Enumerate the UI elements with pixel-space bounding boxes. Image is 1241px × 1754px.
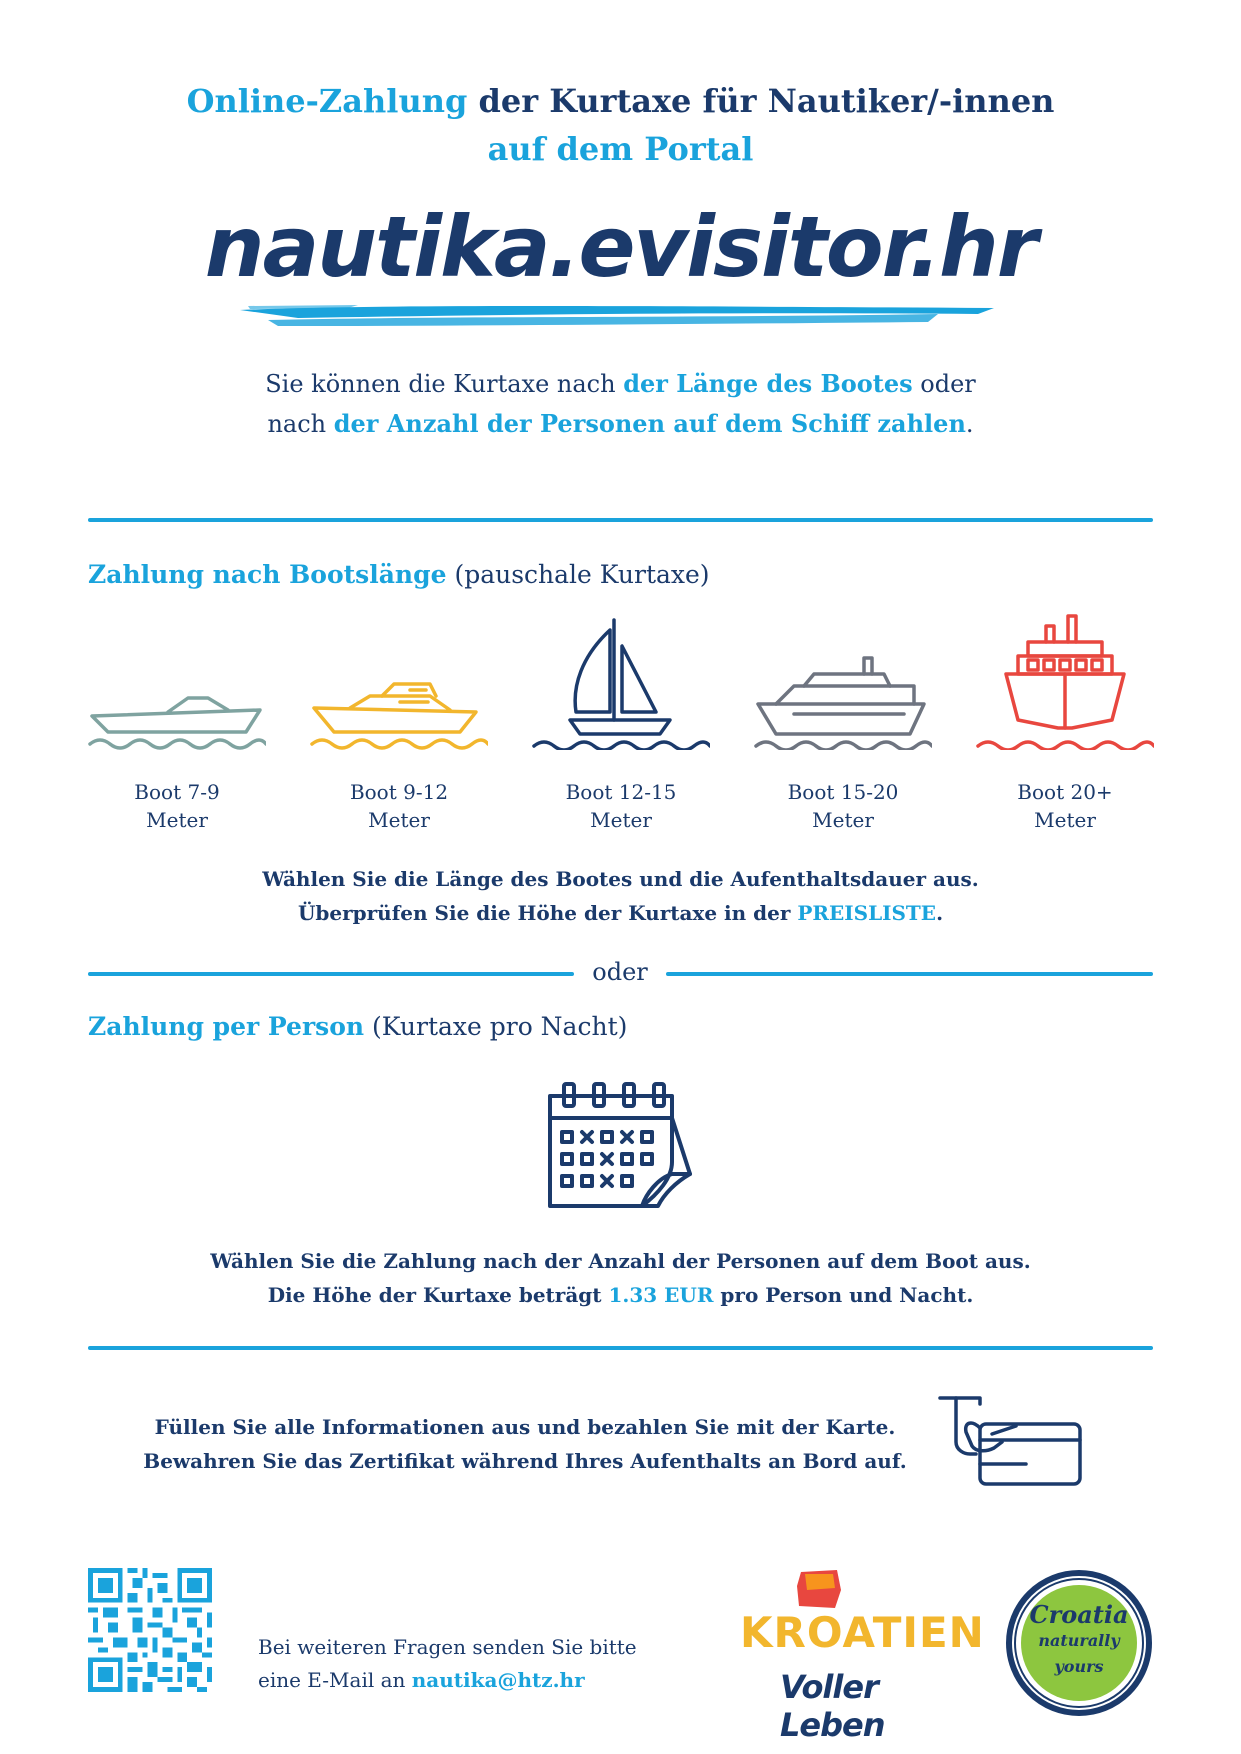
intro-text: nach [267, 410, 334, 438]
intro-highlight-persons: der Anzahl der Personen auf dem Schiff zahlen [333, 409, 966, 438]
intro-line-1 [0, 364, 1241, 404]
badge-text-line-3: yours [1054, 1657, 1104, 1676]
boat-size: Boot 9-12 [349, 780, 449, 804]
badge-text-line-2: naturally [1038, 1631, 1120, 1650]
intro-text: oder [912, 370, 976, 398]
divider-bottom [88, 1346, 1153, 1350]
section-heading: Zahlung per Person [88, 1012, 365, 1041]
portal-url[interactable]: nautika.evisitor.hr [204, 198, 1037, 296]
person-instructions [0, 1244, 1241, 1312]
payment-instructions [140, 1410, 910, 1478]
contact-line-1: Bei weiteren Fragen senden Sie bitte [258, 1635, 637, 1659]
instruction-text: Überprüfen Sie die Höhe der Kurtaxe in der [297, 901, 798, 925]
person-instruction-1: Wählen Sie die Zahlung nach der Anzahl der Personen auf dem Boot aus. [210, 1249, 1031, 1273]
boat-size: Boot 7-9 [134, 780, 220, 804]
boat-unit: Meter [368, 808, 430, 832]
headline-rest: der Kurtaxe für Nautiker/-innen [467, 82, 1055, 120]
boat-unit: Meter [1034, 808, 1096, 832]
price-list-link[interactable]: PREISLISTE [797, 901, 937, 925]
boat-unit: Meter [146, 808, 208, 832]
contact-text [258, 1631, 637, 1697]
instruction-text: pro Person und Nacht. [713, 1283, 974, 1307]
speedboat-icon [88, 680, 266, 750]
boat-size: Boot 20+ [1017, 780, 1113, 804]
length-instructions [0, 862, 1241, 930]
instruction-text: Die Höhe der Kurtaxe beträgt [267, 1283, 609, 1307]
kroatien-logo [740, 1568, 985, 1744]
section-subheading: (Kurtaxe pro Nacht) [364, 1012, 628, 1041]
divider-left [88, 972, 574, 976]
intro-text: . [965, 410, 974, 438]
badge-text [1004, 1602, 1154, 1680]
qr-code[interactable] [88, 1568, 212, 1692]
intro-line-2 [0, 404, 1241, 444]
intro-text: Sie können die Kurtaxe nach [265, 370, 624, 398]
boat-size: Boot 12-15 [565, 780, 677, 804]
payment-line-1: Füllen Sie alle Informationen aus und bezahlen Sie mit der Karte. [154, 1415, 896, 1439]
oder-label: oder [592, 958, 648, 986]
kroatien-slogan: Voller Leben [780, 1668, 885, 1744]
ship-icon [976, 612, 1154, 750]
length-instruction-1: Wählen Sie die Länge des Bootes und die Aufenthaltsdauer aus. [262, 867, 979, 891]
sailboat-icon [532, 616, 710, 750]
headline-line-2: auf dem Portal [487, 130, 754, 168]
contact-email-link[interactable]: nautika@htz.hr [411, 1668, 585, 1692]
boat-label-15-20 [753, 778, 933, 834]
section-title-person [88, 1012, 627, 1041]
price-per-person: 1.33 EUR [608, 1283, 714, 1307]
intro-paragraph [0, 364, 1241, 444]
logo-mark-icon [795, 1568, 843, 1610]
payment-line-2: Bewahren Sie das Zertifikat während Ihres Aufenthalts an Bord auf. [143, 1449, 907, 1473]
person-instruction-2 [0, 1278, 1241, 1312]
badge-text-line-1: Croatia [1029, 1600, 1129, 1629]
section-subheading: (pauschale Kurtaxe) [446, 560, 710, 589]
instruction-text: . [936, 901, 944, 925]
boat-label-7-9 [87, 778, 267, 834]
boat-label-20-plus [975, 778, 1155, 834]
boat-label-9-12 [309, 778, 489, 834]
boat-size: Boot 15-20 [787, 780, 899, 804]
section-title-length [88, 560, 710, 589]
card-payment-icon [936, 1394, 1086, 1494]
divider-top [88, 518, 1153, 522]
contact-line-2 [258, 1664, 637, 1697]
headline-highlight: Online-Zahlung [186, 82, 468, 120]
calendar-icon [546, 1078, 696, 1214]
kroatien-word: KROATIEN [740, 1608, 985, 1657]
divider-right [666, 972, 1153, 976]
motor-yacht-icon [310, 676, 488, 750]
section-heading: Zahlung nach Bootslänge [88, 560, 447, 589]
intro-highlight-length: der Länge des Bootes [623, 369, 913, 398]
croatia-badge-logo [1004, 1568, 1154, 1718]
contact-text-part: eine E-Mail an [258, 1668, 412, 1692]
brush-stroke-underline [238, 300, 998, 330]
length-instruction-2 [0, 896, 1241, 930]
cruiser-icon [754, 654, 932, 750]
boat-unit: Meter [812, 808, 874, 832]
headline-line-1 [0, 82, 1241, 120]
boat-label-12-15 [531, 778, 711, 834]
boat-unit: Meter [590, 808, 652, 832]
